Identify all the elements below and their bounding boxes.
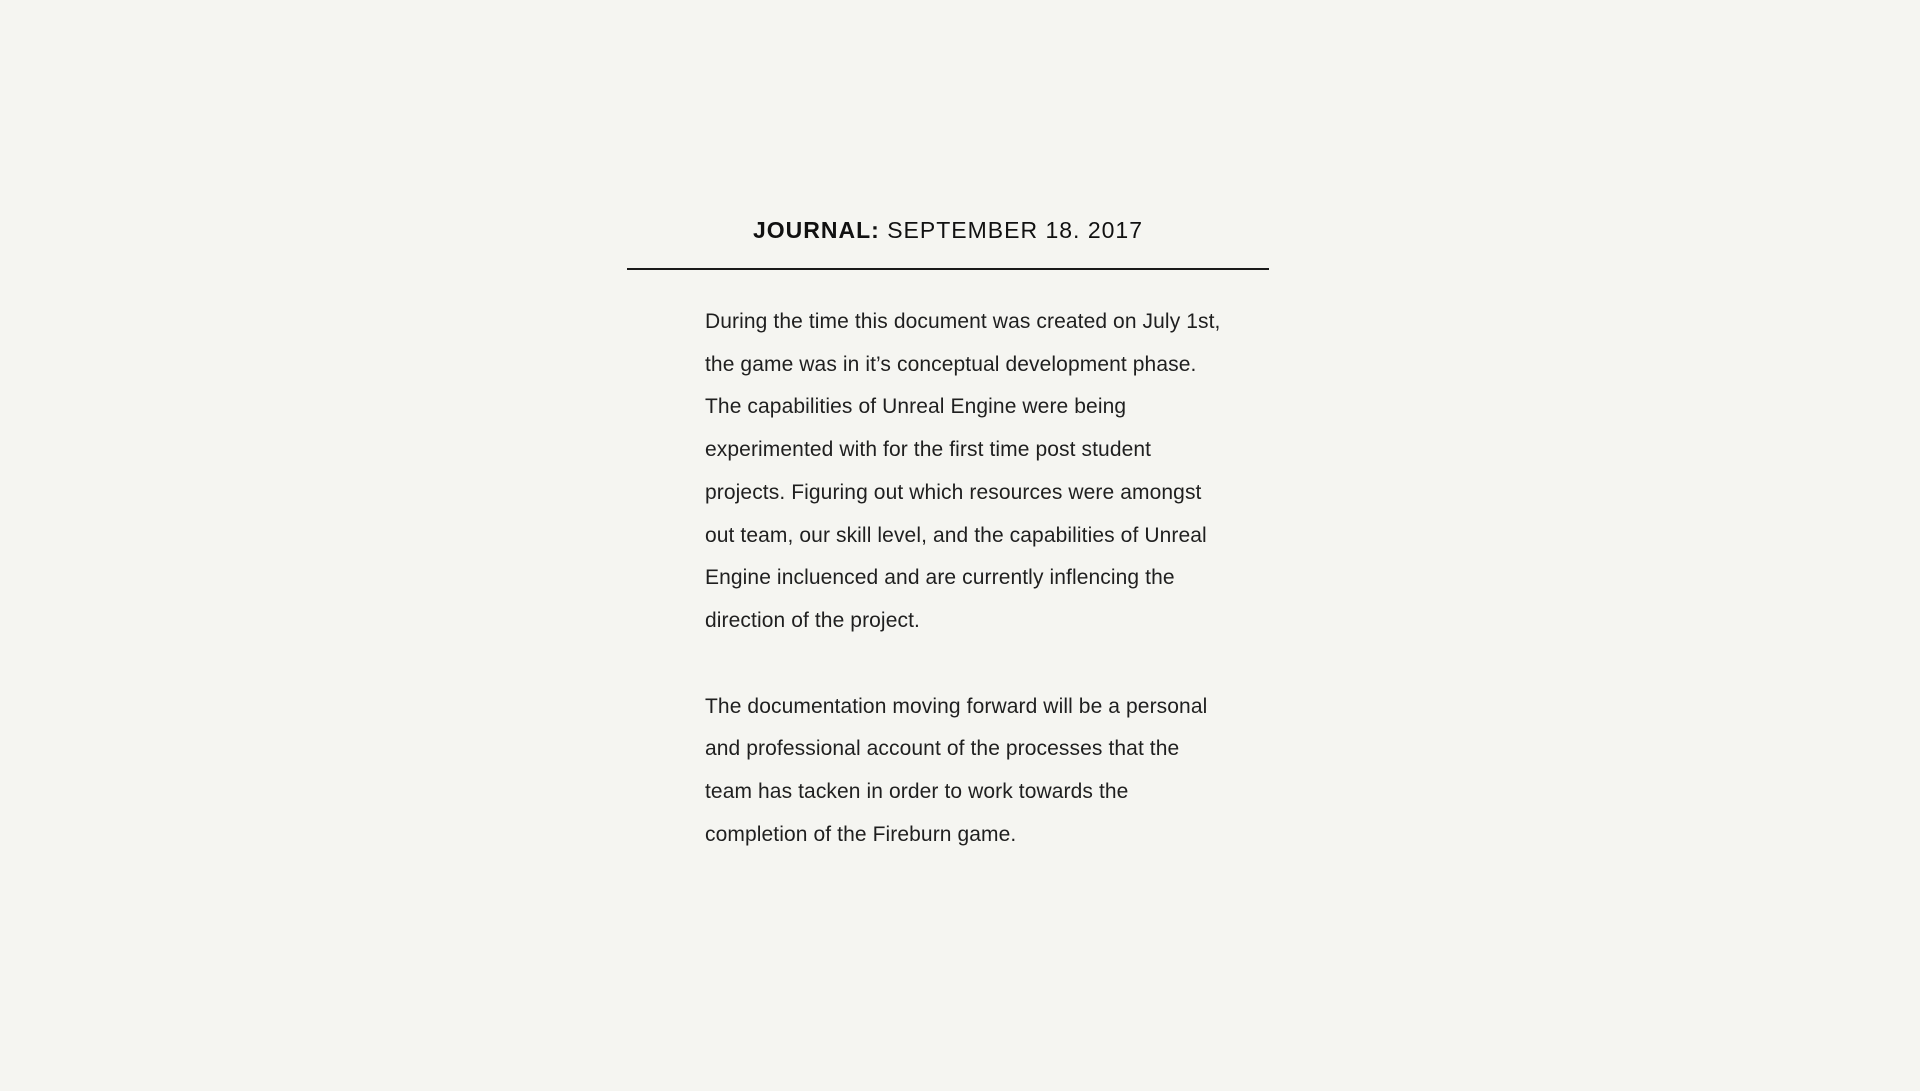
journal-date: SEPTEMBER 18. 2017 bbox=[887, 217, 1144, 243]
journal-label: JOURNAL: bbox=[752, 217, 880, 243]
journal-entry bbox=[627, 216, 1269, 899]
journal-paragraph-1: During the time this document was created on July 1st, the game was in it’s conceptual development phase. The capabilities of Unreal Engine were being experimented with for the first time post student projects. Figuring out which resources were amongst out team, our skill level, and the capabilities of Unreal Engine incluenced and are currently inflencing the direction of the project. bbox=[705, 310, 1221, 632]
journal-body bbox=[705, 301, 1225, 856]
journal-paragraph-2: The documentation moving forward will be a personal and professional account of the processes that the team has tacken in order to work towards the completion of the Fireburn game. bbox=[705, 694, 1208, 846]
heading-divider bbox=[627, 268, 1269, 270]
journal-heading bbox=[627, 216, 1269, 244]
